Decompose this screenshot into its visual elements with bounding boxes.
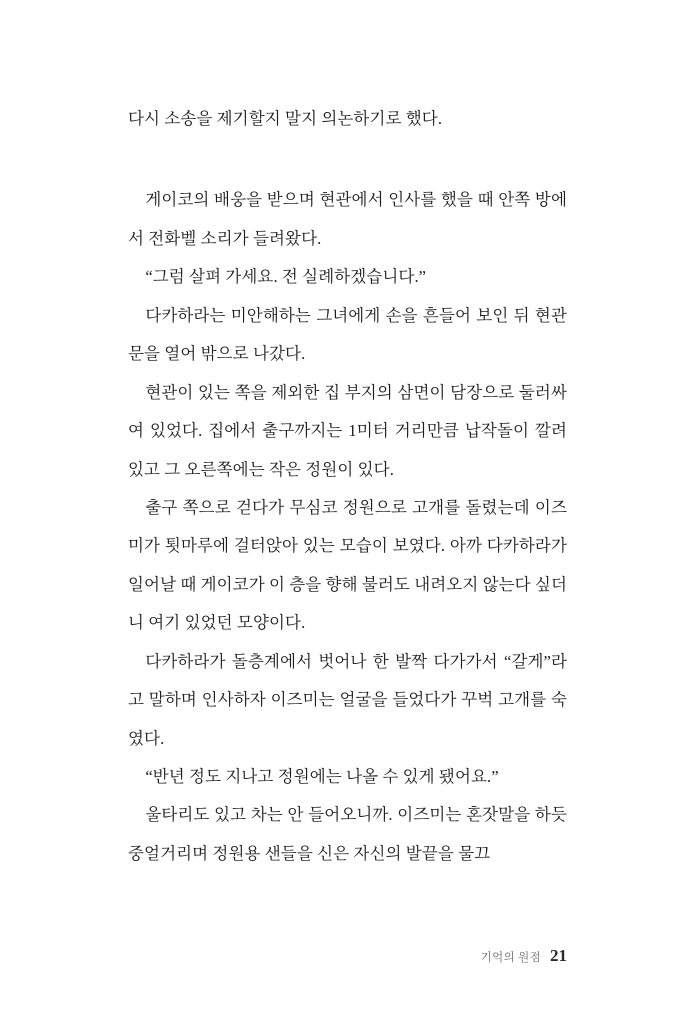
paragraph-spacer <box>128 138 567 181</box>
page-footer <box>128 946 567 966</box>
paragraph-6: 출구 쪽으로 걷다가 무심코 정원으로 고개를 돌렸는데 이즈미가 툇마루에 걸터앉아 있는 모습이 보였다. 아까 다카하라가 일어날 때 게이코가 이 층을 향해 불러도 내려오지 않는다 싶더니 여기 있었던 모양이다. <box>128 497 567 633</box>
paragraph-8: “반년 정도 지나고 정원에는 나올 수 있게 됐어요.” <box>145 767 499 786</box>
paragraph-4: 다카하라는 미안해하는 그녀에게 손을 흔들어 보인 뒤 현관문을 열어 밖으로 나갔다. <box>128 305 567 364</box>
paragraph-1: 다시 소송을 제기할지 말지 의논하기로 했다. <box>128 109 443 128</box>
footer-book-title: 기억의 원점 <box>480 952 541 964</box>
paragraph-7: 다카하라가 돌층계에서 벗어나 한 발짝 다가가서 “갈게”라고 말하며 인사하자 이즈미는 얼굴을 들었다가 꾸벅 고개를 숙였다. <box>128 651 567 748</box>
page-body <box>128 100 567 873</box>
footer-page-number: 21 <box>550 946 567 965</box>
paragraph-3: “그럼 살펴 가세요. 전 실례하겠습니다.” <box>145 267 427 287</box>
paragraph-2: 게이코의 배웅을 받으며 현관에서 인사를 했을 때 안쪽 방에서 전화벨 소리가 들려왔다. <box>128 190 567 248</box>
paragraph-5: 현관이 있는 쪽을 제외한 집 부지의 삼면이 담장으로 둘러싸여 있었다. 집에서 출구까지는 1미터 거리만큼 납작돌이 깔려 있고 그 오른쪽에는 작은 정원이 있다. <box>128 382 567 479</box>
paragraph-9: 울타리도 있고 차는 안 들어오니까. 이즈미는 혼잣말을 하듯 중얼거리며 정원용 샌들을 신은 자신의 발끝을 물끄 <box>128 805 567 863</box>
